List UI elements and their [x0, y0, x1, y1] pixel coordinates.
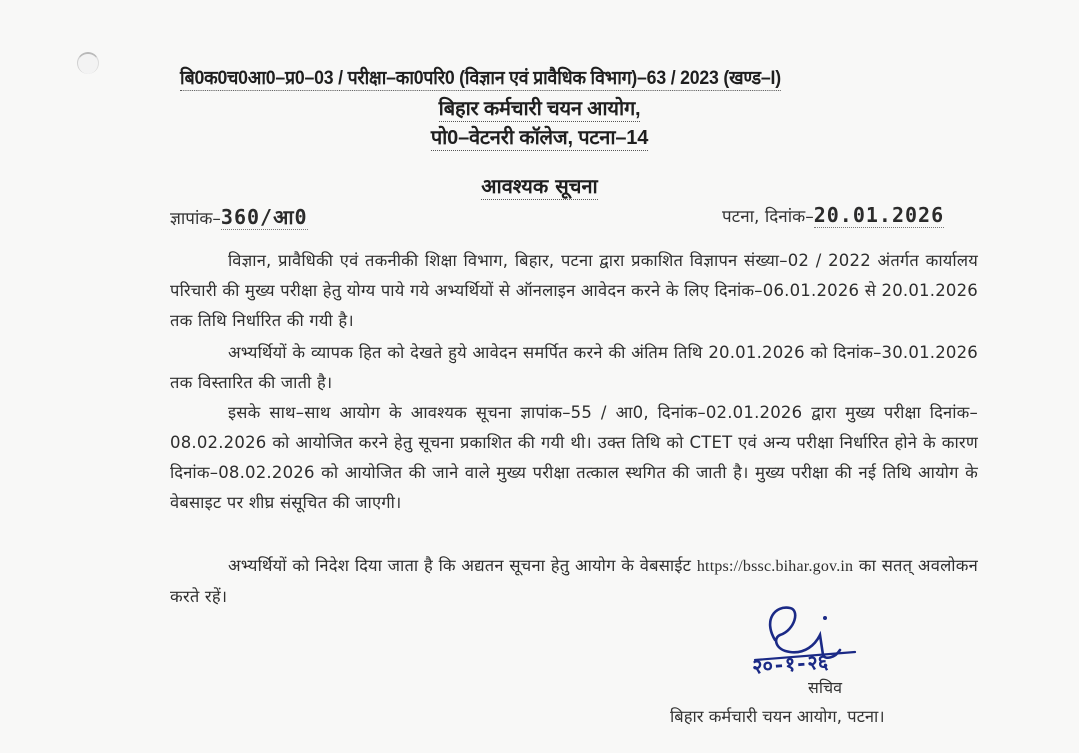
reference-code-text: बि0क0च0आ0–प्र0–03 / परीक्षा–का0परि0 (विज्ञान एवं प्रावैधिक विभाग)–63 / 2023 (खण्ड–I) [180, 68, 781, 89]
paragraph-2-text: अभ्यर्थियों के व्यापक हित को देखते हुये आवेदन समर्पित करने की अंतिम तिथि 20.01.2026 को दिनांक–30.01.2026 तक विस्तारित की जाती है। [170, 343, 978, 392]
paragraph-4-text-end: का सतत् अवलोकन करते रहें। [170, 556, 978, 606]
notice-date-value: 20.01.2026 [813, 203, 945, 227]
organization-name [0, 94, 1079, 121]
organization-name-text: बिहार कर्मचारी चयन आयोग, [438, 98, 641, 120]
paragraph-1-text: विज्ञान, प्रावैधिकी एवं तकनीकी शिक्षा विभाग, बिहार, पटना द्वारा प्रकाशित विज्ञापन संख्या–02 / 2022 अंतर्गत कार्यालय परिचारी की मुख्य परीक्षा हेतु योग्य पाये गये अभ्यर्थियों से ऑनलाइन आवेदन करने के लिए दिनांक–06.01.2026 से 20.01.2026 तक तिथि निर्धारित की गयी है। [170, 251, 978, 330]
organization-address-text: पो0–वेटनरी कॉलेज, पटना–14 [430, 127, 649, 149]
notice-title-text: आवश्यक सूचना [481, 174, 598, 198]
signatory-organization: बिहार कर्मचारी चयन आयोग, पटना। [670, 707, 885, 726]
notice-title [0, 172, 1079, 199]
place-and-date [722, 203, 944, 227]
memo-number-value: 360/आ0 [220, 205, 308, 229]
paragraph-3-text: इसके साथ–साथ आयोग के आवश्यक सूचना ज्ञापांक–55 / आ0, दिनांक–02.01.2026 द्वारा मुख्य परीक्षा दिनांक–08.02.2026 को आयोजित करने हेतु सूचना प्रकाशित की गयी थी। उक्त तिथि को CTET एवं अन्य परीक्षा निर्धारित होने के कारण दिनांक–08.02.2026 को आयोजित की जाने वाले मुख्य परीक्षा तत्काल स्थगित की जाती है। मुख्य परीक्षा की नई तिथि आयोग के वेबसाइट पर शीघ्र संसूचित की जाएगी। [170, 403, 978, 512]
place-date-label: पटना, दिनांक– [722, 207, 814, 227]
memo-number-label: ज्ञापांक– [170, 209, 221, 229]
signature-date: २०-१-२६ [751, 649, 829, 679]
paragraph-2 [170, 338, 978, 398]
organization-address [0, 123, 1079, 150]
signatory-designation: सचिव [808, 678, 843, 697]
document-reference-code [180, 64, 915, 90]
memo-number [170, 203, 308, 230]
paragraph-3 [170, 398, 978, 518]
paragraph-1 [170, 246, 978, 336]
punch-hole-mark [77, 52, 99, 74]
website-url[interactable]: https://bssc.bihar.gov.in [696, 558, 854, 575]
paragraph-4-text: अभ्यर्थियों को निदेश दिया जाता है कि अद्यतन सूचना हेतु आयोग के वेबसाईट [228, 556, 692, 575]
